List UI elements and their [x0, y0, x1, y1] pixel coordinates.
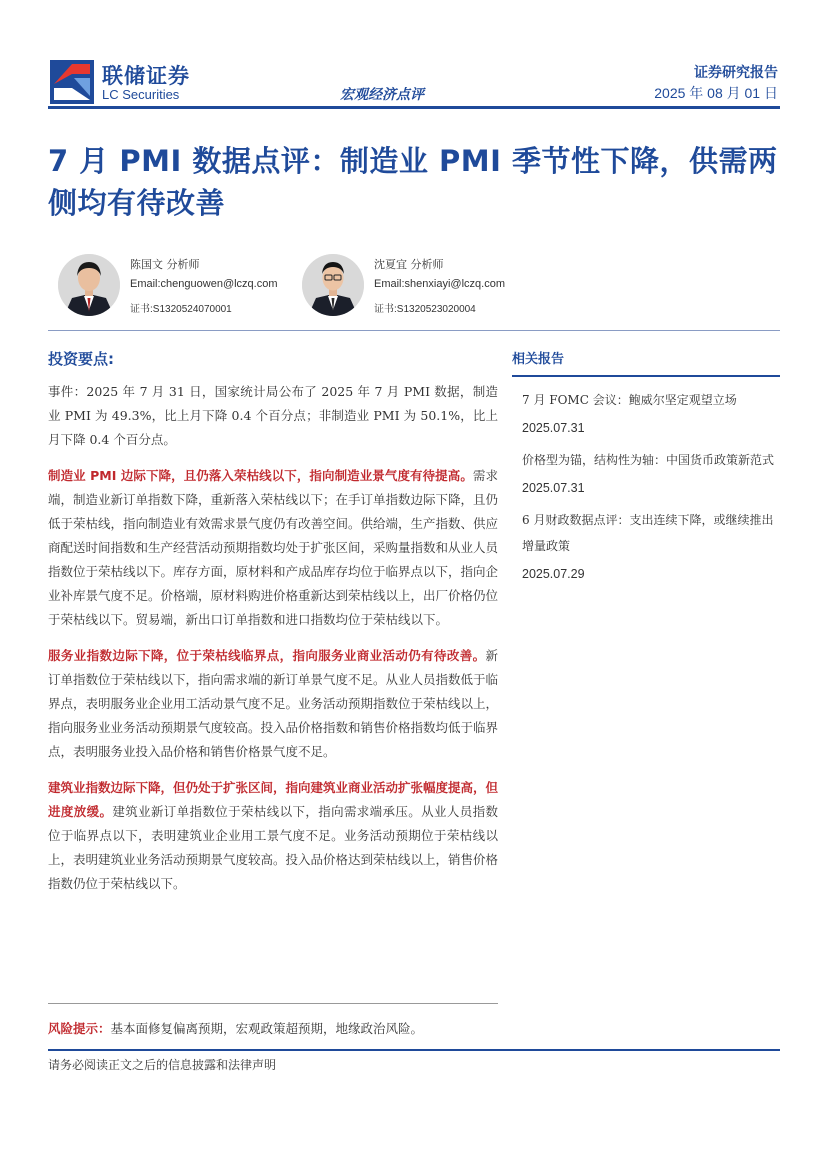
related-report-date: 2025.07.31 — [522, 481, 585, 495]
related-report-date: 2025.07.31 — [522, 421, 585, 435]
analyst-email[interactable]: Email:shenxiayi@lczq.com — [374, 278, 505, 290]
avatar — [302, 254, 364, 316]
analyst-name: 陈国文 分析师 — [130, 258, 200, 271]
construction-paragraph — [48, 776, 498, 896]
investment-highlights — [48, 348, 498, 908]
analyst-certificate: 证书:S1320524070001 — [130, 304, 232, 315]
related-report-item[interactable] — [512, 507, 780, 587]
services-body: 新订单指数位于荣枯线以下，指向需求端的新订单景气度不足。从业人员指数低于临界点，表明服务业企业用工活动景气度不足。业务活动预期指数位于荣枯线以上，指向服务业业务活动预期景气度较高。投入品价格指数和销售价格指数均低于临界点，表明服务业投入品价格和销售价格景气度不足。 — [48, 648, 499, 759]
header-divider — [48, 106, 780, 109]
risk-divider — [48, 1003, 498, 1004]
related-reports — [512, 348, 780, 593]
risk-label: 风险提示： — [48, 1021, 111, 1036]
related-reports-title: 相关报告 — [512, 348, 780, 377]
risk-warning — [48, 1017, 508, 1041]
services-paragraph — [48, 644, 498, 764]
avatar — [58, 254, 120, 316]
manufacturing-paragraph — [48, 464, 498, 632]
related-report-title[interactable]: 7 月 FOMC 会议：鲍威尔坚定观望立场 — [522, 393, 737, 407]
report-type: 证券研究报告 — [694, 65, 778, 81]
logo-english-name: LC Securities — [102, 87, 180, 102]
report-category: 宏观经济点评 — [340, 87, 424, 103]
logo-mark-icon — [50, 60, 94, 104]
footer-divider — [48, 1049, 780, 1051]
section-title: 投资要点: — [48, 350, 114, 368]
related-report-title[interactable]: 6 月财政数据点评：支出连续下降，或继续推出增量政策 — [522, 513, 774, 553]
analyst-card — [302, 254, 542, 318]
report-date: 2025 年 08 月 01 日 — [654, 85, 778, 101]
construction-body: 建筑业新订单指数位于荣枯线以下，指向需求端承压。从业人员指数位于临界点以下，表明建筑业企业用工景气度不足。业务活动预期位于荣枯线以上，表明建筑业业务活动预期景气度较高。投入品价格达到荣枯线以上，销售价格指数仍位于荣枯线以下。 — [48, 804, 499, 891]
report-title: 7 月 PMI 数据点评：制造业 PMI 季节性下降，供需两侧均有待改善 — [48, 144, 778, 220]
company-logo — [50, 58, 200, 106]
analyst-name: 沈夏宜 分析师 — [374, 258, 444, 271]
manufacturing-body: 需求端，制造业新订单指数下降，重新落入荣枯线以下；在手订单指数边际下降，且仍低于荣枯线，指向制造业有效需求景气度仍有改善空间。供给端，生产指数、供应商配送时间指数和生产经营活动预期指数均处于扩张区间，采购量指数和从业人员指数位于荣枯线以下。库存方面，原材料和产成品库存均位于临界点以下，指向企业补库景气度不足。价格端，原材料购进价格重新达到荣枯线以上，出厂价格仍位于荣枯线以下。贸易端，新出口订单指数和进口指数均位于荣枯线以下。 — [48, 468, 499, 627]
services-headline: 服务业指数边际下降，位于荣枯线临界点，指向服务业商业活动仍有待改善。 — [48, 648, 486, 663]
analyst-certificate: 证书:S1320523020004 — [374, 304, 476, 315]
related-report-item[interactable] — [512, 387, 780, 441]
logo-chinese-name: 联储证券 — [102, 64, 190, 88]
event-paragraph: 事件：2025 年 7 月 31 日，国家统计局公布了 2025 年 7 月 PMI 数据，制造业 PMI 为 49.3%，比上月下降 0.4 个百分点；非制造业 PMI 为 50.1%，比上月下降 0.4 个百分点。 — [48, 384, 498, 447]
section-divider — [48, 330, 780, 331]
related-report-date: 2025.07.29 — [522, 567, 585, 581]
related-report-title[interactable]: 价格型为锚，结构性为轴：中国货币政策新范式 — [522, 453, 775, 467]
manufacturing-headline: 制造业 PMI 边际下降，且仍落入荣枯线以下，指向制造业景气度有待提高。 — [48, 468, 473, 483]
footer-disclaimer: 请务必阅读正文之后的信息披露和法律声明 — [48, 1058, 277, 1072]
construction-headline: 建筑业指数边际下降，但仍处于扩张区间，指向建筑业商业活动扩张幅度提高，但进度放缓。 — [48, 780, 499, 819]
related-report-item[interactable] — [512, 447, 780, 501]
analyst-email[interactable]: Email:chenguowen@lczq.com — [130, 278, 278, 290]
risk-text: 基本面修复偏离预期，宏观政策超预期，地缘政治风险。 — [110, 1021, 424, 1036]
analyst-card — [58, 254, 298, 318]
